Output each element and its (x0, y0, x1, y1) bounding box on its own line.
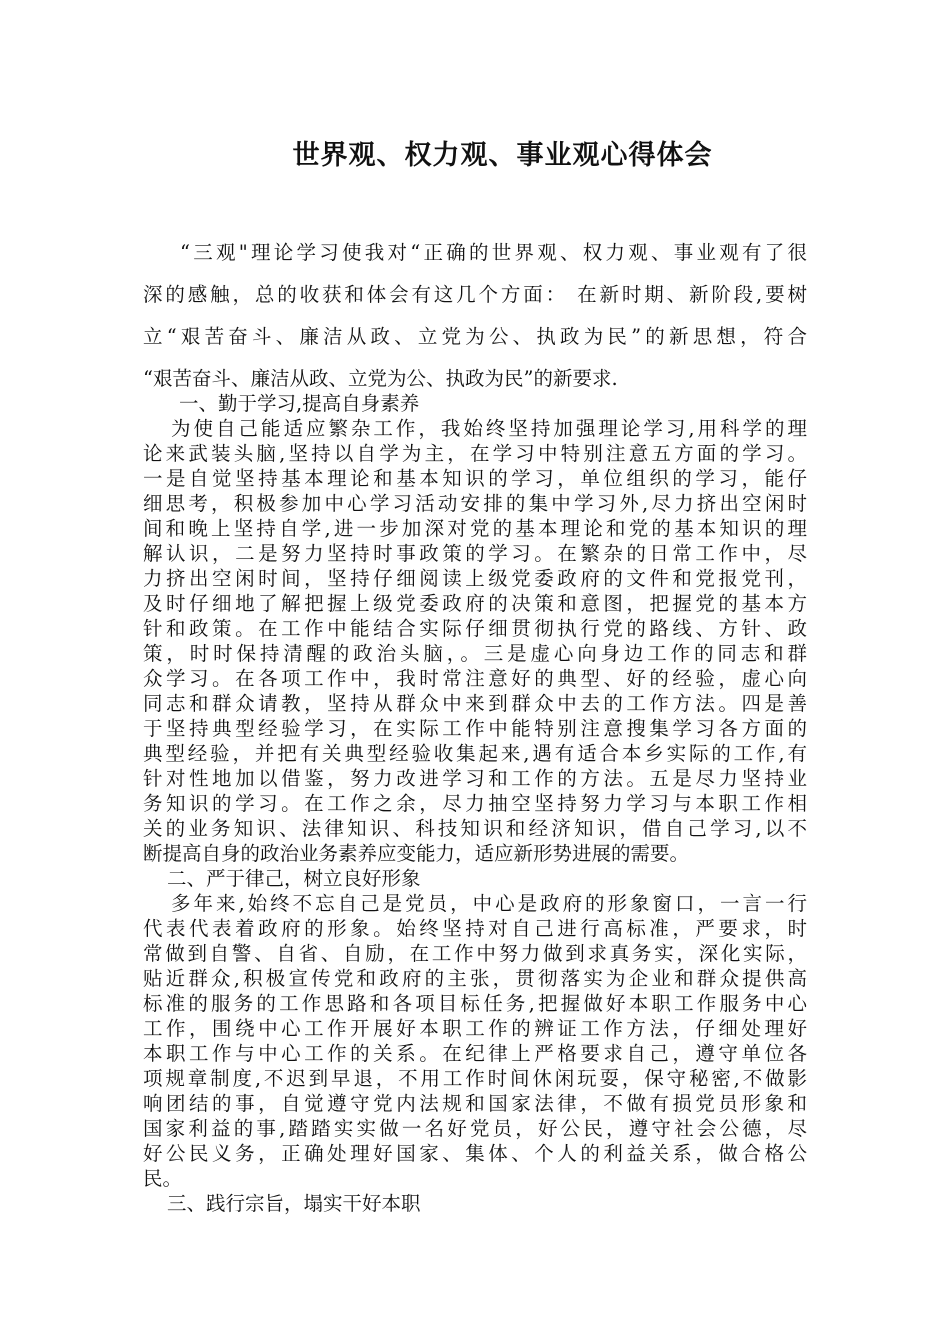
document-body (143, 232, 807, 1216)
paragraph-line: 多年来,始终不忘自己是党员，中心是政府的形象窗口，一言一行 (171, 892, 807, 915)
paragraph-line: 同志和群众请教，坚持从群众中来到群众中去的工作方法。四是善 (143, 692, 807, 715)
paragraph-line: 断提高自身的政治业务素养应变能力，适应新形势进展的需要。 (143, 842, 690, 865)
paragraph-line: 代表代表着政府的形象。始终坚持对自己进行高标准，严要求，时 (143, 917, 807, 940)
intro-line: 立“艰苦奋斗、廉洁从政、立党为公、执政为民”的新思想，符合 (143, 325, 807, 348)
intro-paragraph (143, 232, 807, 400)
section-1 (143, 391, 807, 866)
section-heading: 一、勤于学习,提高自身素养 (179, 392, 420, 415)
paragraph-line: 关的业务知识、法律知识、科技知识和经济知识，借自己学习,以不 (143, 817, 807, 840)
paragraph-line: 一是自觉坚持基本理论和基本知识的学习，单位组织的学习，能仔 (143, 467, 807, 490)
paragraph-line: 工作，围绕中心工作开展好本职工作的辨证工作方法，仔细处理好 (143, 1017, 807, 1040)
paragraph-line: 及时仔细地了解把握上级党委政府的决策和意图，把握党的基本方 (143, 592, 807, 615)
paragraph-line: 响团结的事，自觉遵守党内法规和国家法律，不做有损党员形象和 (143, 1092, 807, 1115)
intro-line: “艰苦奋斗、廉洁从政、立党为公、执政为民”的新要求. (143, 367, 618, 390)
paragraph-line: 好公民义务，正确处理好国家、集体、个人的利益关系，做合格公 (143, 1142, 807, 1165)
paragraph-line: 典型经验，并把有关典型经验收集起来,遇有适合本乡实际的工作,有 (143, 742, 807, 765)
paragraph-line: 常做到自警、自省、自励，在工作中努力做到求真务实，深化实际， (143, 942, 807, 965)
section-3 (143, 1191, 807, 1216)
paragraph-line: 于坚持典型经验学习，在实际工作中能特别注意搜集学习各方面的 (143, 717, 807, 740)
section-heading: 三、践行宗旨，塌实干好本职 (167, 1192, 421, 1215)
paragraph-line: 间和晚上坚持自学,进一步加深对党的基本理论和党的基本知识的理 (143, 517, 807, 540)
paragraph-line: 本职工作与中心工作的关系。在纪律上严格要求自己，遵守单位各 (143, 1042, 807, 1065)
paragraph-line: 国家利益的事,踏踏实实做一名好党员，好公民，遵守社会公德，尽 (143, 1117, 807, 1140)
paragraph-line: 民。 (143, 1167, 183, 1190)
paragraph-line: 标准的服务的工作思路和各项目标任务,把握做好本职工作服务中心 (143, 992, 807, 1015)
paragraph-line: 项规章制度,不迟到早退，不用工作时间休闲玩耍，保守秘密,不做影 (143, 1067, 807, 1090)
intro-line: “三观"理论学习使我对“正确的世界观、权力观、事业观有了很 (180, 241, 807, 264)
paragraph-line: 针和政策。在工作中能结合实际仔细贯彻执行党的路线、方针、政 (143, 617, 807, 640)
paragraph-line: 解认识，二是努力坚持时事政策的学习。在繁杂的日常工作中，尽 (143, 542, 807, 565)
section-heading: 二、严于律己，树立良好形象 (167, 867, 421, 890)
intro-line: 深的感触，总的收获和体会有这几个方面： 在新时期、新阶段,要树 (143, 283, 807, 306)
paragraph-line: 论来武装头脑,坚持以自学为主，在学习中特别注意五方面的学习。 (143, 442, 807, 465)
paragraph-line: 力挤出空闲时间，坚持仔细阅读上级党委政府的文件和党报党刊， (143, 567, 807, 590)
document-title: 世界观、权力观、事业观心得体会 (292, 140, 713, 171)
paragraph-line: 众学习。在各项工作中，我时常注意好的典型、好的经验，虚心向 (143, 667, 807, 690)
paragraph-line: 细思考，积极参加中心学习活动安排的集中学习外,尽力挤出空闲时 (143, 492, 807, 515)
paragraph-line: 务知识的学习。在工作之余，尽力抽空坚持努力学习与本职工作相 (143, 792, 807, 815)
section-2 (143, 866, 807, 1191)
paragraph-line: 策，时时保持清醒的政治头脑，。三是虚心向身边工作的同志和群 (143, 642, 807, 665)
paragraph-line: 为使自己能适应繁杂工作，我始终坚持加强理论学习,用科学的理 (171, 417, 807, 440)
paragraph-line: 贴近群众,积极宣传党和政府的主张，贯彻落实为企业和群众提供高 (143, 967, 807, 990)
paragraph-line: 针对性地加以借鉴，努力改进学习和工作的方法。五是尽力坚持业 (143, 767, 807, 790)
